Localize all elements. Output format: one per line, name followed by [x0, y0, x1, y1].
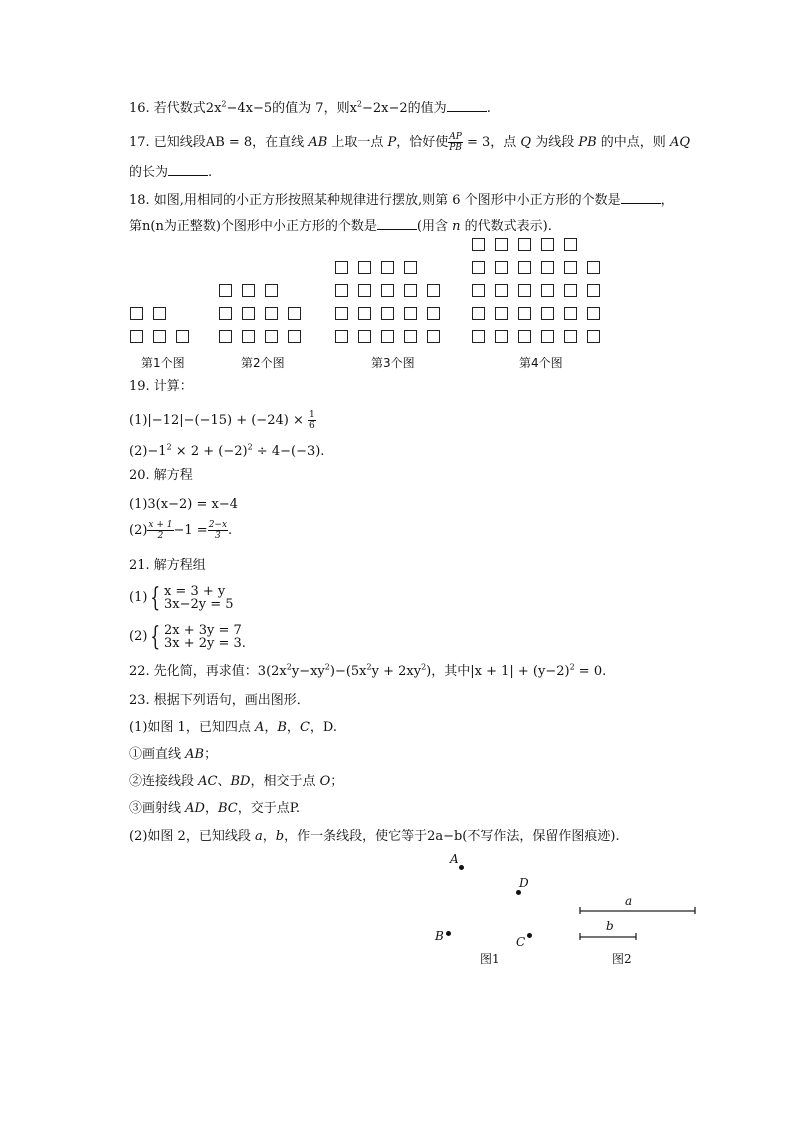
- small-square: [495, 330, 508, 343]
- small-square: [541, 307, 554, 320]
- small-square: [335, 284, 348, 297]
- small-square: [335, 307, 348, 320]
- figure-4-caption: 第4个图: [519, 356, 563, 370]
- segment-b: [580, 933, 636, 940]
- left-brace: {: [150, 622, 161, 652]
- small-square: [518, 307, 531, 320]
- question-21-part-1: (1) { x = 3 + y 3x−2y = 5: [129, 583, 234, 613]
- small-square: [219, 284, 232, 297]
- small-square: [335, 261, 348, 274]
- segment-a-label: a: [625, 894, 633, 908]
- question-23-title: 23. 根据下列语句，画出图形．: [129, 693, 310, 708]
- small-square: [495, 307, 508, 320]
- small-square: [541, 284, 554, 297]
- small-square: [242, 307, 255, 320]
- answer-blank[interactable]: [447, 99, 487, 112]
- small-square: [427, 330, 440, 343]
- question-21-part-2: (2) { 2x + 3y = 7 3x + 2y = 3.: [129, 622, 246, 652]
- small-square: [518, 261, 531, 274]
- small-square: [404, 307, 417, 320]
- small-square: [564, 307, 577, 320]
- small-square: [358, 307, 371, 320]
- small-square: [541, 238, 554, 251]
- point-c: [527, 933, 532, 938]
- question-23-line-2: ①画直线 AB；: [129, 747, 218, 762]
- small-square: [288, 330, 301, 343]
- question-23-line-3: ②连接线段 AC、BD，相交于点 O；: [129, 774, 344, 789]
- question-18-cont: 第n(n为正整数)个图形中小正方形的个数是 (用含 n 的代数式表示).: [129, 219, 552, 234]
- small-square: [381, 261, 394, 274]
- small-square: [564, 261, 577, 274]
- small-square: [472, 307, 485, 320]
- answer-blank[interactable]: [377, 217, 417, 230]
- question-21-title: 21. 解方程组: [129, 558, 206, 573]
- equation-system-1: x = 3 + y 3x−2y = 5: [163, 584, 234, 612]
- small-square: [495, 284, 508, 297]
- small-square: [472, 284, 485, 297]
- small-square: [495, 238, 508, 251]
- small-square: [130, 330, 143, 343]
- question-20-title: 20. 解方程: [129, 468, 193, 483]
- small-square: [518, 330, 531, 343]
- segment-a: [580, 907, 695, 914]
- q16-text-1: 16. 若代数式2x: [129, 101, 222, 116]
- question-17: 17. 已知线段AB = 8，在直线 AB 上取一点 P，恰好使 $\frac{AP}{PB}$ = 3，点 Q 为线段 PB 的中点，则 AQ: [129, 132, 690, 153]
- small-square: [335, 330, 348, 343]
- small-square: [518, 284, 531, 297]
- question-23-line-5: (2)如图 2，已知线段 a，b，作一条线段，使它等于2a−b(不写作法，保留作图痕迹).: [129, 829, 620, 844]
- point-a: [459, 865, 464, 870]
- small-square: [564, 284, 577, 297]
- small-square: [381, 330, 394, 343]
- small-square: [472, 330, 485, 343]
- small-square: [404, 330, 417, 343]
- answer-blank[interactable]: [621, 191, 661, 204]
- figure-1-label: 图1: [480, 952, 500, 966]
- small-square: [564, 330, 577, 343]
- point-a-label: A: [450, 852, 459, 866]
- small-square: [427, 284, 440, 297]
- answer-blank[interactable]: [168, 163, 208, 176]
- small-square: [358, 330, 371, 343]
- question-22: 22. 先化简，再求值：$3(2x^2y-xy^2)-(5x^2y + 2xy^2)$，其中$|x + 1| + (y-2)^2 = 0$.: [129, 662, 607, 679]
- question-18: 18. 如图,用相同的小正方形按照某种规律进行摆放,则第 6 个图形中小正方形的个数是 ，: [129, 193, 674, 208]
- small-square: [541, 261, 554, 274]
- small-square: [153, 330, 166, 343]
- figure-1-caption: 第1个图: [141, 356, 185, 370]
- small-square: [587, 330, 600, 343]
- small-square: [219, 330, 232, 343]
- small-square: [358, 284, 371, 297]
- figure-2-caption: 第2个图: [241, 356, 285, 370]
- small-square: [358, 261, 371, 274]
- small-square: [381, 284, 394, 297]
- point-d: [516, 890, 521, 895]
- small-square: [472, 238, 485, 251]
- small-square: [518, 238, 531, 251]
- small-square: [427, 307, 440, 320]
- segment-b-label: b: [606, 919, 614, 933]
- point-c-label: C: [516, 935, 526, 949]
- small-square: [587, 307, 600, 320]
- small-square: [265, 284, 278, 297]
- small-square: [130, 307, 143, 320]
- small-square: [242, 284, 255, 297]
- question-23-line-1: (1)如图 1，已知四点 A，B，C，D.: [129, 720, 337, 735]
- small-square: [404, 284, 417, 297]
- small-square: [153, 307, 166, 320]
- q16-text-3: −2x−2的值为: [362, 101, 447, 116]
- question-20-part-1: (1)3(x−2) = x−4: [129, 497, 238, 512]
- small-square: [564, 238, 577, 251]
- small-square: [587, 284, 600, 297]
- equation-system-2: 2x + 3y = 7 3x + 2y = 3.: [163, 623, 246, 651]
- small-square: [472, 261, 485, 274]
- question-19-part-1: (1)|−12|−(−15) + (−24) × $\frac{1}{6}$: [129, 410, 315, 431]
- small-square: [288, 307, 301, 320]
- fraction-x-plus-1-over-2: $\frac{x + 1}{2}$: [148, 520, 173, 541]
- small-square: [265, 330, 278, 343]
- figure-3-caption: 第3个图: [371, 356, 415, 370]
- figure-2-label: 图2: [612, 952, 632, 966]
- question-19-title: 19. 计算：: [129, 379, 193, 394]
- fraction-2-minus-x-over-3: $\frac{2-x}{3}$: [208, 520, 228, 541]
- small-square: [265, 307, 278, 320]
- small-square: [404, 261, 417, 274]
- fraction-ap-pb: $\frac{AP}{PB}$: [449, 132, 462, 153]
- small-square: [176, 330, 189, 343]
- fraction-one-sixth: $\frac{1}{6}$: [308, 410, 315, 431]
- point-b: [446, 931, 451, 936]
- question-20-part-2: (2) $\frac{x + 1}{2}$ −1 = $\frac{2-x}{3}$ .: [129, 520, 233, 541]
- question-19-part-2: $(2)-1^2 \times 2 + (-2)^2 \div 4-(-3)$.: [129, 442, 325, 459]
- small-square: [587, 261, 600, 274]
- small-square: [219, 307, 232, 320]
- question-16: 16. 若代数式$2x^2-4x-5$的值为 7，则$x^2-2x-2$的值为 .: [129, 99, 491, 116]
- small-square: [495, 261, 508, 274]
- question-17-cont: 的长为 .: [129, 165, 213, 180]
- left-brace: {: [150, 583, 161, 613]
- point-d-label: D: [519, 876, 529, 890]
- question-23-line-4: ③画射线 AD，BC，交于点P.: [129, 801, 300, 816]
- small-square: [381, 307, 394, 320]
- small-square: [541, 330, 554, 343]
- q16-text-2: −4x−5的值为 7，则x: [226, 101, 357, 116]
- point-b-label: B: [435, 929, 444, 943]
- segments-figure: [570, 890, 705, 950]
- small-square: [242, 330, 255, 343]
